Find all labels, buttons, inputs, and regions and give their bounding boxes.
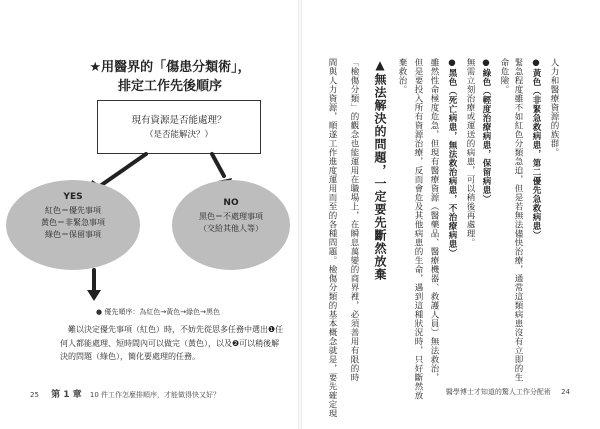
heading-line-1: ★用醫界的「傷患分類術」， [89, 60, 251, 75]
question-line-1: 現有資源是否能處理？ [131, 115, 227, 126]
right-page-number: 24 [561, 388, 570, 396]
no-line: （交給其他人等） [199, 224, 263, 233]
yes-label: YES [63, 192, 83, 202]
text-column: 棄救治。 [397, 58, 407, 94]
book-title: 醫學博士才知道的驚人工作分配術 [445, 388, 551, 396]
heading-line-2: 排定工作先後順序 [117, 79, 222, 94]
text-column: 雖然性命極度危急，但現有醫療資源（醫藥品、醫療機器、救護人員）無法救治， [429, 58, 439, 382]
yes-line: 綠色＝保留事項 [45, 230, 101, 239]
no-label: NO [223, 198, 239, 208]
text-column: 無需立刻治療或運送的病患，可以稍後再處理。 [465, 58, 475, 247]
priority-order [96, 307, 220, 317]
text-column: ●黃色（非緊急救病患，第二優先急救病患） [531, 58, 541, 240]
left-paragraph: 難以決定優先事項（紅色）時，不妨先從思多任務中選出❶任何人都能處理、短時間內可以做完（黃色），以及❷可以稍後解決的問題（綠色），簡化要處理的任務。 [60, 325, 284, 361]
text-column: 人力和醫療資源的族群。 [549, 58, 559, 157]
text-column: ●綠色（輕度治療病患，保留病患） [481, 58, 491, 204]
left-page-number: 25 [30, 391, 39, 399]
text-column: 但是要投入所有資源治療，反而會危及其他病患的生命，遇到這種狀況時，只好斷然放 [413, 58, 423, 400]
text-column: 命危險。 [499, 58, 509, 94]
arrowhead-order [87, 290, 101, 301]
priority-order-text: 優先順序：為紅色→黃色→綠色→黑色 [104, 308, 220, 316]
question-line-2: （是否能解決？） [144, 130, 213, 140]
chapter-label: 第 1 章 [51, 390, 82, 400]
text-column: 間與人力資源，順遂工作進度運用而至的各種問題。檢傷分類的基本概念就是，要先確定現 [327, 58, 337, 418]
left-footer [30, 387, 220, 400]
text-column: 「檢傷分類」的觀念也能運用在職場上，在瞬息萬變的商界裡，必須善用有限的時 [349, 58, 359, 382]
text-column: 緊急程度雖不如紅色分類急迫，但是若無法儘快治療，通常這類病患沒有立即的生 [513, 58, 523, 382]
arrow-to-yes [100, 154, 146, 186]
yes-ellipse [6, 180, 140, 270]
section-heading: ▲無法解決的問題，一定要先斷然放棄 [373, 58, 387, 281]
yes-line: 黃色＝非緊急事項 [41, 218, 105, 227]
no-ellipse [172, 180, 290, 270]
chapter-title: 10 件工作怎麼排順序，才能做得快又好？ [89, 391, 221, 399]
no-line: 黑色＝不處理事項 [199, 212, 263, 221]
arrow-to-no [212, 154, 224, 176]
text-column: ●黑色（死亡病患，無法救治病患，不治療病患） [447, 58, 457, 258]
right-footer [446, 387, 570, 397]
bullet-icon: ● [96, 308, 103, 316]
yes-line: 紅色＝優先事項 [45, 206, 101, 215]
